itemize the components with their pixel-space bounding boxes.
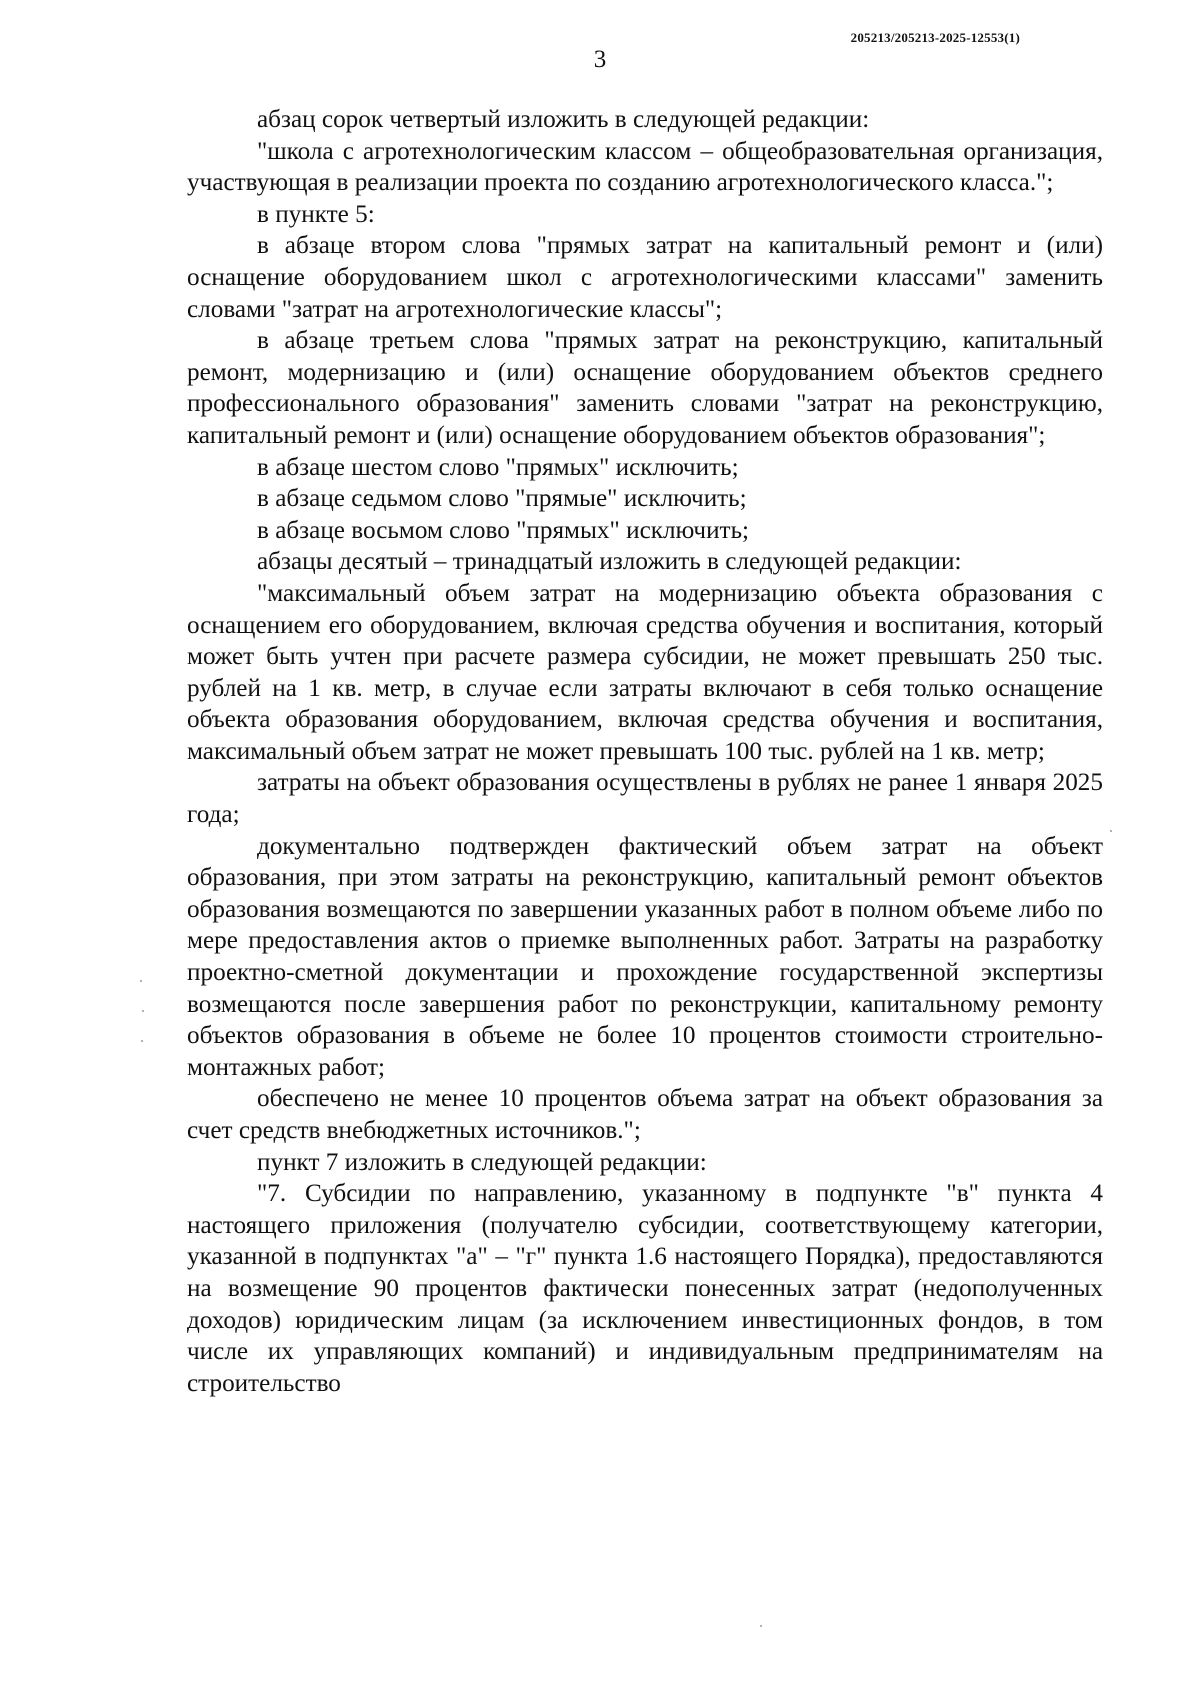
paragraph: в абзаце шестом слово "прямых" исключить; <box>257 453 739 481</box>
document-id: 205213/205213-2025-12553(1) <box>850 30 1020 45</box>
paragraph: затраты на объект образования осуществлены в рублях не ранее 1 января 2025 года; <box>187 769 1103 829</box>
scan-speck <box>142 1010 144 1012</box>
paragraph: "7. Субсидии по направлению, указанному в подпункте "в" пункта 4 настоящего приложения (получателю субсидии, соответствующему категории, указанной в подпунктах "а" – "г" пункта 1.6 настоящего Порядка), предоставляются на возмещение 90 процентов фактически понесенных затрат (недополученных доходов) юридическим лицам (за исключением инвестиционных фондов, в том числе их управляющих компаний) и индивидуальным предпринимателям на строительство <box>187 1180 1103 1397</box>
paragraph: "максимальный объем затрат на модернизацию объекта образования с оснащением его оборудованием, включая средства обучения и воспитания, который может быть учтен при расчете размера субсидии, не может превышать 250 тыс. рублей на 1 кв. метр, в случае если затраты включают в себя только оснащение объекта образования оборудованием, включая средства обучения и воспитания, максимальный объем затрат не может превышать 100 тыс. рублей на 1 кв. метр; <box>187 579 1103 765</box>
paragraph: абзац сорок четвертый изложить в следующей редакции: <box>257 106 870 133</box>
paragraph: в абзаце втором слова "прямых затрат на капитальный ремонт и (или) оснащение оборудованием школ с агротехнологическими классами" заменить словами "затрат на агротехнологические классы"; <box>187 232 1103 323</box>
paragraph: в абзаце седьмом слово "прямые" исключить; <box>257 485 747 513</box>
paragraph: абзацы десятый – тринадцатый изложить в следующей редакции: <box>257 548 962 576</box>
paragraph: в абзаце восьмом слово "прямых" исключить; <box>257 516 750 544</box>
scan-speck <box>760 1625 762 1627</box>
paragraph: пункт 7 изложить в следующей редакции: <box>257 1148 707 1176</box>
paragraph: в пункте 5: <box>257 200 375 228</box>
scan-speck <box>140 980 142 982</box>
scan-speck <box>1110 830 1112 832</box>
scan-speck <box>141 1040 143 1042</box>
page-number: 3 <box>593 46 607 73</box>
paragraph: документально подтвержден фактический объем затрат на объект образования, при этом затраты на реконструкцию, капитальный ремонт объектов образования возмещаются по завершении указанных работ в полном объеме либо по мере предоставления актов о приемке выполненных работ. Затраты на разработку проектно-сметной документации и прохождение государственной экспертизы возмещаются после завершения работ по реконструкции, капитальному ремонту объектов образования в объеме не более 10 процентов стоимости строительно-монтажных работ; <box>187 832 1103 1081</box>
document-body <box>187 104 1103 1399</box>
paragraph: "школа с агротехнологическим классом – общеобразовательная организация, участвующая в реализации проекта по созданию агротехнологического класса."; <box>187 137 1103 197</box>
paragraph: в абзаце третьем слова "прямых затрат на реконструкцию, капитальный ремонт, модернизацию и (или) оснащение оборудованием объектов среднего профессионального образования" заменить словами "затрат на реконструкцию, капитальный ремонт и (или) оснащение оборудованием объектов образования"; <box>187 327 1103 449</box>
paragraph: обеспечено не менее 10 процентов объема затрат на объект образования за счет средств внебюджетных источников."; <box>187 1085 1103 1144</box>
